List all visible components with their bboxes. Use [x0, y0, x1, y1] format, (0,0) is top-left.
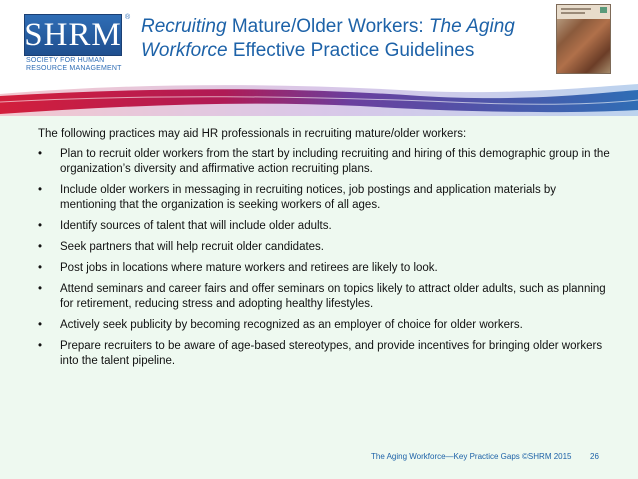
list-item: [38, 219, 610, 234]
decorative-swoosh-banner: [0, 80, 638, 116]
bullet-icon: •: [38, 319, 43, 331]
title-recruiting: Recruiting: [141, 16, 227, 37]
list-item: [38, 183, 610, 213]
bullet-icon: •: [38, 220, 43, 232]
list-item: [38, 261, 610, 276]
title-guidelines: Effective Practice Guidelines: [227, 40, 475, 61]
intro-text: The following practices may aid HR professionals in recruiting mature/older workers:: [38, 128, 467, 140]
list-item-text: Include older workers in messaging in recruiting notices, job postings and application materials by mentioning that the organization is seeking workers of all ages.: [60, 184, 557, 211]
practices-list: [38, 147, 610, 375]
list-item: [38, 147, 610, 177]
cover-title-line: [561, 8, 591, 10]
title-mature-older: Mature/Older Workers:: [226, 16, 429, 37]
list-item-text: Plan to recruit older workers from the start by including recruiting and hiring of this demographic group in the organization’s diversity and affirmative action recruiting plans.: [60, 148, 610, 175]
page-number: 26: [590, 452, 599, 461]
shrm-logo-subtitle: [26, 57, 126, 73]
bullet-icon: •: [38, 283, 43, 295]
list-item-text: Attend seminars and career fairs and offer seminars on topics likely to attract older adults, such as planning for retirement, reducing stress and adopting healthy lifestyles.: [60, 283, 606, 310]
footer-text: The Aging Workforce—Key Practice Gaps ©SHRM 2015: [371, 452, 572, 461]
cover-badge: [600, 7, 607, 13]
list-item: [38, 318, 610, 333]
bullet-icon: •: [38, 184, 43, 196]
list-item-text: Post jobs in locations where mature workers and retirees are likely to look.: [60, 262, 438, 274]
bullet-icon: •: [38, 262, 43, 274]
list-item: [38, 339, 610, 369]
slide-header: [0, 0, 638, 86]
list-item-text: Seek partners that will help recruit older candidates.: [60, 241, 325, 253]
title-aging-workforce: The Aging Workforce: [141, 16, 515, 61]
report-cover-thumbnail: [556, 4, 611, 74]
list-item-text: Actively seek publicity by becoming recognized as an employer of choice for older workers.: [60, 319, 523, 331]
shrm-logo-text: SHRM: [24, 17, 122, 53]
list-item: [38, 240, 610, 255]
registered-mark: ®: [125, 14, 131, 21]
list-item-text: Prepare recruiters to be aware of age-based stereotypes, and provide incentives for bringing older workers into the talent pipeline.: [60, 340, 603, 367]
logo-subtitle-line-2: RESOURCE MANAGEMENT: [26, 65, 122, 72]
bullet-icon: •: [38, 340, 43, 352]
list-item: [38, 282, 610, 312]
logo-subtitle-line-1: SOCIETY FOR HUMAN: [26, 57, 105, 64]
list-item-text: Identify sources of talent that will include older adults.: [60, 220, 332, 232]
shrm-logo: [24, 14, 131, 74]
bullet-icon: •: [38, 241, 43, 253]
cover-subtitle-line: [561, 12, 585, 14]
slide-title: [141, 15, 531, 63]
bullet-icon: •: [38, 148, 43, 160]
